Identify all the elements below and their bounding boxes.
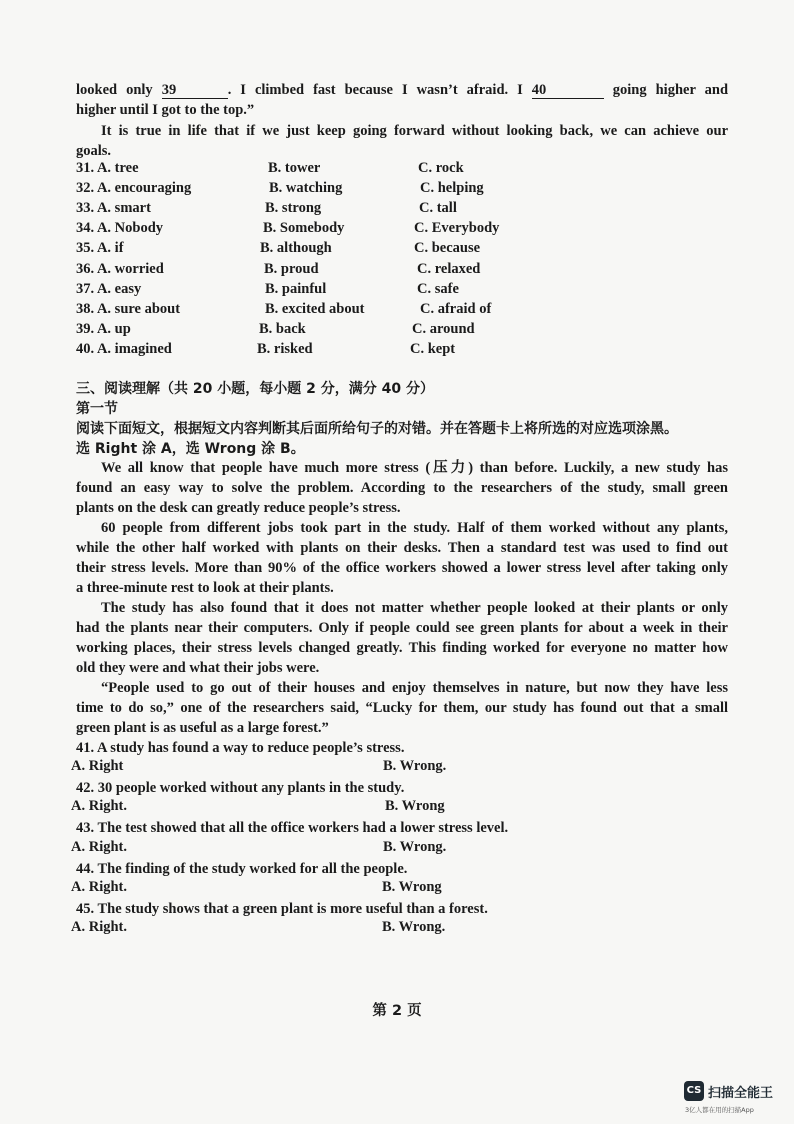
passage-text: . I climbed fast because I wasn’t afraid. I bbox=[227, 82, 532, 98]
option-a: 34. A. Nobody bbox=[76, 220, 164, 236]
option-a: 39. A. up bbox=[76, 321, 131, 337]
answer-wrong[interactable]: B. Wrong. bbox=[383, 839, 447, 855]
option-c: C. kept bbox=[410, 341, 456, 357]
option-b: B. risked bbox=[257, 341, 313, 357]
option-b: B. although bbox=[260, 240, 332, 256]
option-c: C. rock bbox=[418, 160, 464, 176]
reading-line: had the plants near their computers. Only if people could see green plants for about a week in their bbox=[76, 620, 728, 636]
option-b: B. strong bbox=[265, 200, 322, 216]
option-a: 36. A. worried bbox=[76, 261, 164, 277]
answer-right[interactable]: A. Right bbox=[71, 758, 124, 774]
passage-conclusion-line-1: It is true in life that if we just keep going forward without looking back, we can achieve our bbox=[101, 123, 728, 139]
option-b: B. excited about bbox=[265, 301, 365, 317]
option-c: C. helping bbox=[420, 180, 484, 196]
option-c: C. around bbox=[412, 321, 475, 337]
answer-row-44 bbox=[71, 879, 671, 899]
option-a: 32. A. encouraging bbox=[76, 180, 192, 196]
blank-39: 39 bbox=[162, 82, 228, 99]
section-instruction-1: 阅读下面短文，根据短文内容判断其后面所给句子的对错。并在答题卡上将所选的对应选项涂黑。 bbox=[76, 421, 678, 437]
passage-line-1 bbox=[76, 80, 728, 100]
option-row-34 bbox=[76, 220, 636, 240]
reading-line: while the other half worked with plants on their desks. Then a standard test was used to find out bbox=[76, 540, 728, 556]
option-row-39 bbox=[76, 321, 636, 341]
option-a: 33. A. smart bbox=[76, 200, 151, 216]
page-number: 第 2 页 bbox=[372, 1003, 422, 1019]
option-c: C. Everybody bbox=[414, 220, 500, 236]
option-a: 38. A. sure about bbox=[76, 301, 181, 317]
answer-right[interactable]: A. Right. bbox=[71, 839, 127, 855]
option-b: B. Somebody bbox=[263, 220, 345, 236]
option-b: B. proud bbox=[264, 261, 319, 277]
option-c: C. because bbox=[414, 240, 481, 256]
reading-line: plants on the desk can greatly reduce people’s stress. bbox=[76, 500, 401, 516]
option-b: B. painful bbox=[265, 281, 327, 297]
reading-line: time to do so,” one of the researchers said, “Lucky for them, our study has found out that a small bbox=[76, 700, 728, 716]
answer-right[interactable]: A. Right. bbox=[71, 879, 127, 895]
option-a: 40. A. imagined bbox=[76, 341, 172, 357]
logo-tagline: 3亿人都在用的扫描App bbox=[685, 1106, 754, 1114]
reading-line: a three-minute rest to look at their plants. bbox=[76, 580, 334, 596]
option-row-38 bbox=[76, 301, 636, 321]
section-instruction-2: 选 Right 涂 A，选 Wrong 涂 B。 bbox=[76, 441, 305, 457]
logo-name: 扫描全能王 bbox=[708, 1086, 774, 1101]
passage-text: going higher and bbox=[603, 82, 729, 98]
answer-wrong[interactable]: B. Wrong bbox=[385, 798, 445, 814]
option-c: C. safe bbox=[417, 281, 459, 297]
logo-badge: CS bbox=[684, 1081, 704, 1101]
answer-right[interactable]: A. Right. bbox=[71, 798, 127, 814]
answer-row-42 bbox=[71, 798, 671, 818]
answer-wrong[interactable]: B. Wrong. bbox=[383, 758, 447, 774]
question-44: 44. The finding of the study worked for all the people. bbox=[76, 861, 408, 877]
option-row-32 bbox=[76, 180, 636, 200]
blank-40: 40 bbox=[532, 82, 604, 99]
option-b: B. tower bbox=[268, 160, 321, 176]
option-a: 37. A. easy bbox=[76, 281, 142, 297]
reading-line: green plant is as useful as a large forest.” bbox=[76, 720, 329, 736]
reading-line: “People used to go out of their houses and enjoy themselves in nature, but now they have less bbox=[101, 680, 728, 696]
question-41: 41. A study has found a way to reduce people’s stress. bbox=[76, 740, 405, 756]
option-row-33 bbox=[76, 200, 636, 220]
section-part: 第一节 bbox=[76, 401, 118, 417]
option-b: B. watching bbox=[269, 180, 343, 196]
option-a: 31. A. tree bbox=[76, 160, 139, 176]
option-c: C. tall bbox=[419, 200, 457, 216]
reading-line: working places, their stress levels changed greatly. This finding worked for everyone no matter how bbox=[76, 640, 728, 656]
option-row-36 bbox=[76, 261, 636, 281]
reading-line: 60 people from different jobs took part in the study. Half of them worked without any plants, bbox=[101, 520, 728, 536]
option-row-37 bbox=[76, 281, 636, 301]
answer-right[interactable]: A. Right. bbox=[71, 919, 127, 935]
passage-text: looked only bbox=[76, 82, 162, 98]
section-heading: 三、阅读理解（共 20 小题，每小题 2 分，满分 40 分） bbox=[76, 381, 434, 397]
answer-row-45 bbox=[71, 919, 671, 939]
answer-row-41 bbox=[71, 758, 671, 778]
reading-line: We all know that people have much more stress (压力) than before. Luckily, a new study has bbox=[101, 460, 728, 476]
question-42: 42. 30 people worked without any plants in the study. bbox=[76, 780, 405, 796]
option-row-40 bbox=[76, 341, 636, 361]
answer-wrong[interactable]: B. Wrong. bbox=[382, 919, 446, 935]
answer-row-43 bbox=[71, 839, 671, 859]
passage-conclusion-line-2: goals. bbox=[76, 143, 112, 159]
scanner-logo bbox=[684, 1081, 784, 1117]
question-45: 45. The study shows that a green plant is more useful than a forest. bbox=[76, 901, 488, 917]
option-row-31 bbox=[76, 160, 636, 180]
option-b: B. back bbox=[259, 321, 306, 337]
reading-line: old they were and what their jobs were. bbox=[76, 660, 320, 676]
option-a: 35. A. if bbox=[76, 240, 124, 256]
option-c: C. afraid of bbox=[420, 301, 492, 317]
reading-line: found an easy way to solve the problem. According to the researchers of the study, small green bbox=[76, 480, 728, 496]
option-row-35 bbox=[76, 240, 636, 260]
reading-line: The study has also found that it does not matter whether people looked at their plants or only bbox=[101, 600, 728, 616]
reading-line: their stress levels. More than 90% of the office workers showed a lower stress level after taking only bbox=[76, 560, 728, 576]
option-c: C. relaxed bbox=[417, 261, 481, 277]
question-43: 43. The test showed that all the office workers had a lower stress level. bbox=[76, 820, 509, 836]
answer-wrong[interactable]: B. Wrong bbox=[382, 879, 442, 895]
passage-line-2: higher until I got to the top.” bbox=[76, 102, 255, 118]
